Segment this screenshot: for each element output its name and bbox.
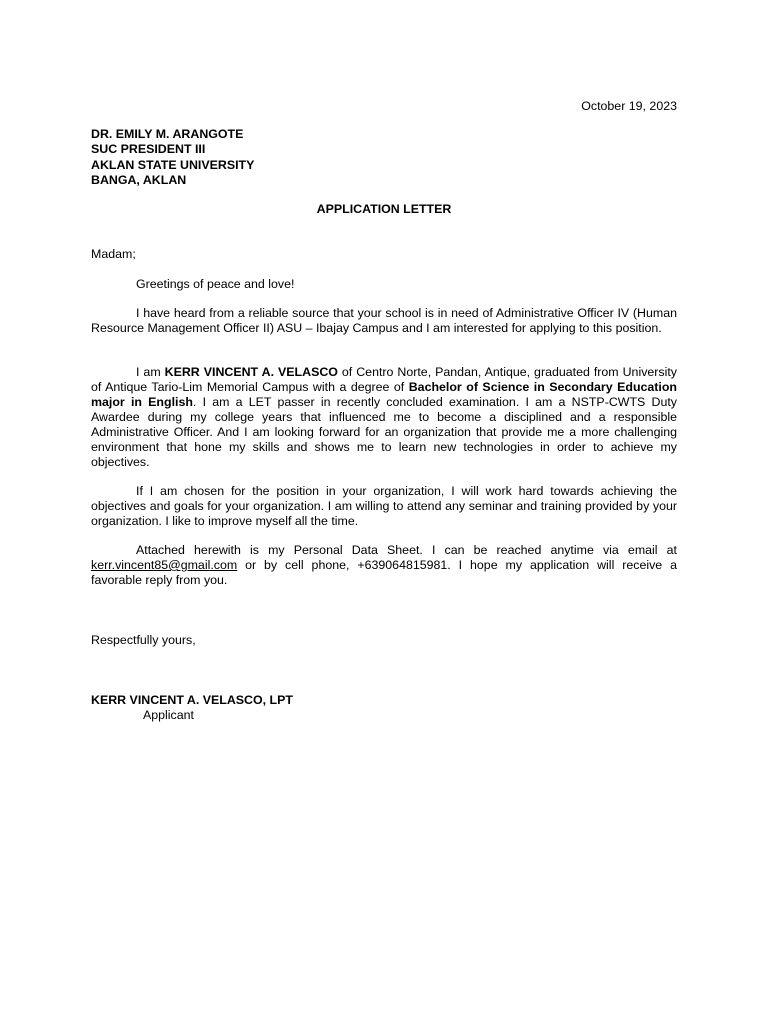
degree-name: Bachelor of Science in Secondary Education major in English <box>91 380 677 409</box>
addressee-institution: AKLAN STATE UNIVERSITY <box>91 157 255 172</box>
p2-text-1: I am <box>136 365 165 379</box>
p4-text-1: Attached herewith is my Personal Data Sheet. I can be reached anytime via email at <box>136 543 677 557</box>
addressee-block <box>91 127 254 188</box>
signer-name: KERR VINCENT A. VELASCO, LPT <box>91 693 293 707</box>
paragraph-contact <box>91 543 677 588</box>
p2-text-2: of Centro Norte, Pandan, Antique, graduated from University of Antique Tario-Lim Memorial Campus with a degree of <box>91 365 677 394</box>
p2-text-3: . I am a LET passer in recently concluded examination. I am a NSTP-CWTS Duty Awardee during my college years that influenced me to become a disciplined and a responsible Administrative Officer. And I am looking forward for an organization that provide me a more challenging environment that hone my skills and shows me to learn new technologies in order to achieve my objectives. <box>91 395 677 469</box>
p4-text-2: or by cell phone, +639064815981. I hope my application will receive a favorable reply from you. <box>91 558 677 587</box>
paragraph-interest: I have heard from a reliable source that your school is in need of Administrative Officer IV (Human Resource Management Officer II) ASU – Ibajay Campus and I am interested for applying to this position. <box>91 306 677 335</box>
signer-role: Applicant <box>143 708 194 722</box>
applicant-name-inline: KERR VINCENT A. VELASCO <box>164 365 338 379</box>
addressee-location: BANGA, AKLAN <box>91 172 187 187</box>
paragraph-commitment: If I am chosen for the position in your organization, I will work hard towards achieving the objectives and goals for your organization. I am willing to attend any seminar and training provided by your organization. I like to improve myself all the time. <box>91 484 677 528</box>
letter-subject: APPLICATION LETTER <box>316 202 452 216</box>
addressee-title: SUC PRESIDENT III <box>91 142 206 157</box>
closing: Respectfully yours, <box>91 633 196 647</box>
email-link[interactable]: kerr.vincent85@gmail.com <box>91 558 238 572</box>
salutation: Madam; <box>91 247 136 261</box>
addressee-name: DR. EMILY M. ARANGOTE <box>91 127 244 141</box>
letter-date: October 19, 2023 <box>581 99 677 113</box>
paragraph-background <box>91 365 677 470</box>
greeting: Greetings of peace and love! <box>136 277 295 291</box>
